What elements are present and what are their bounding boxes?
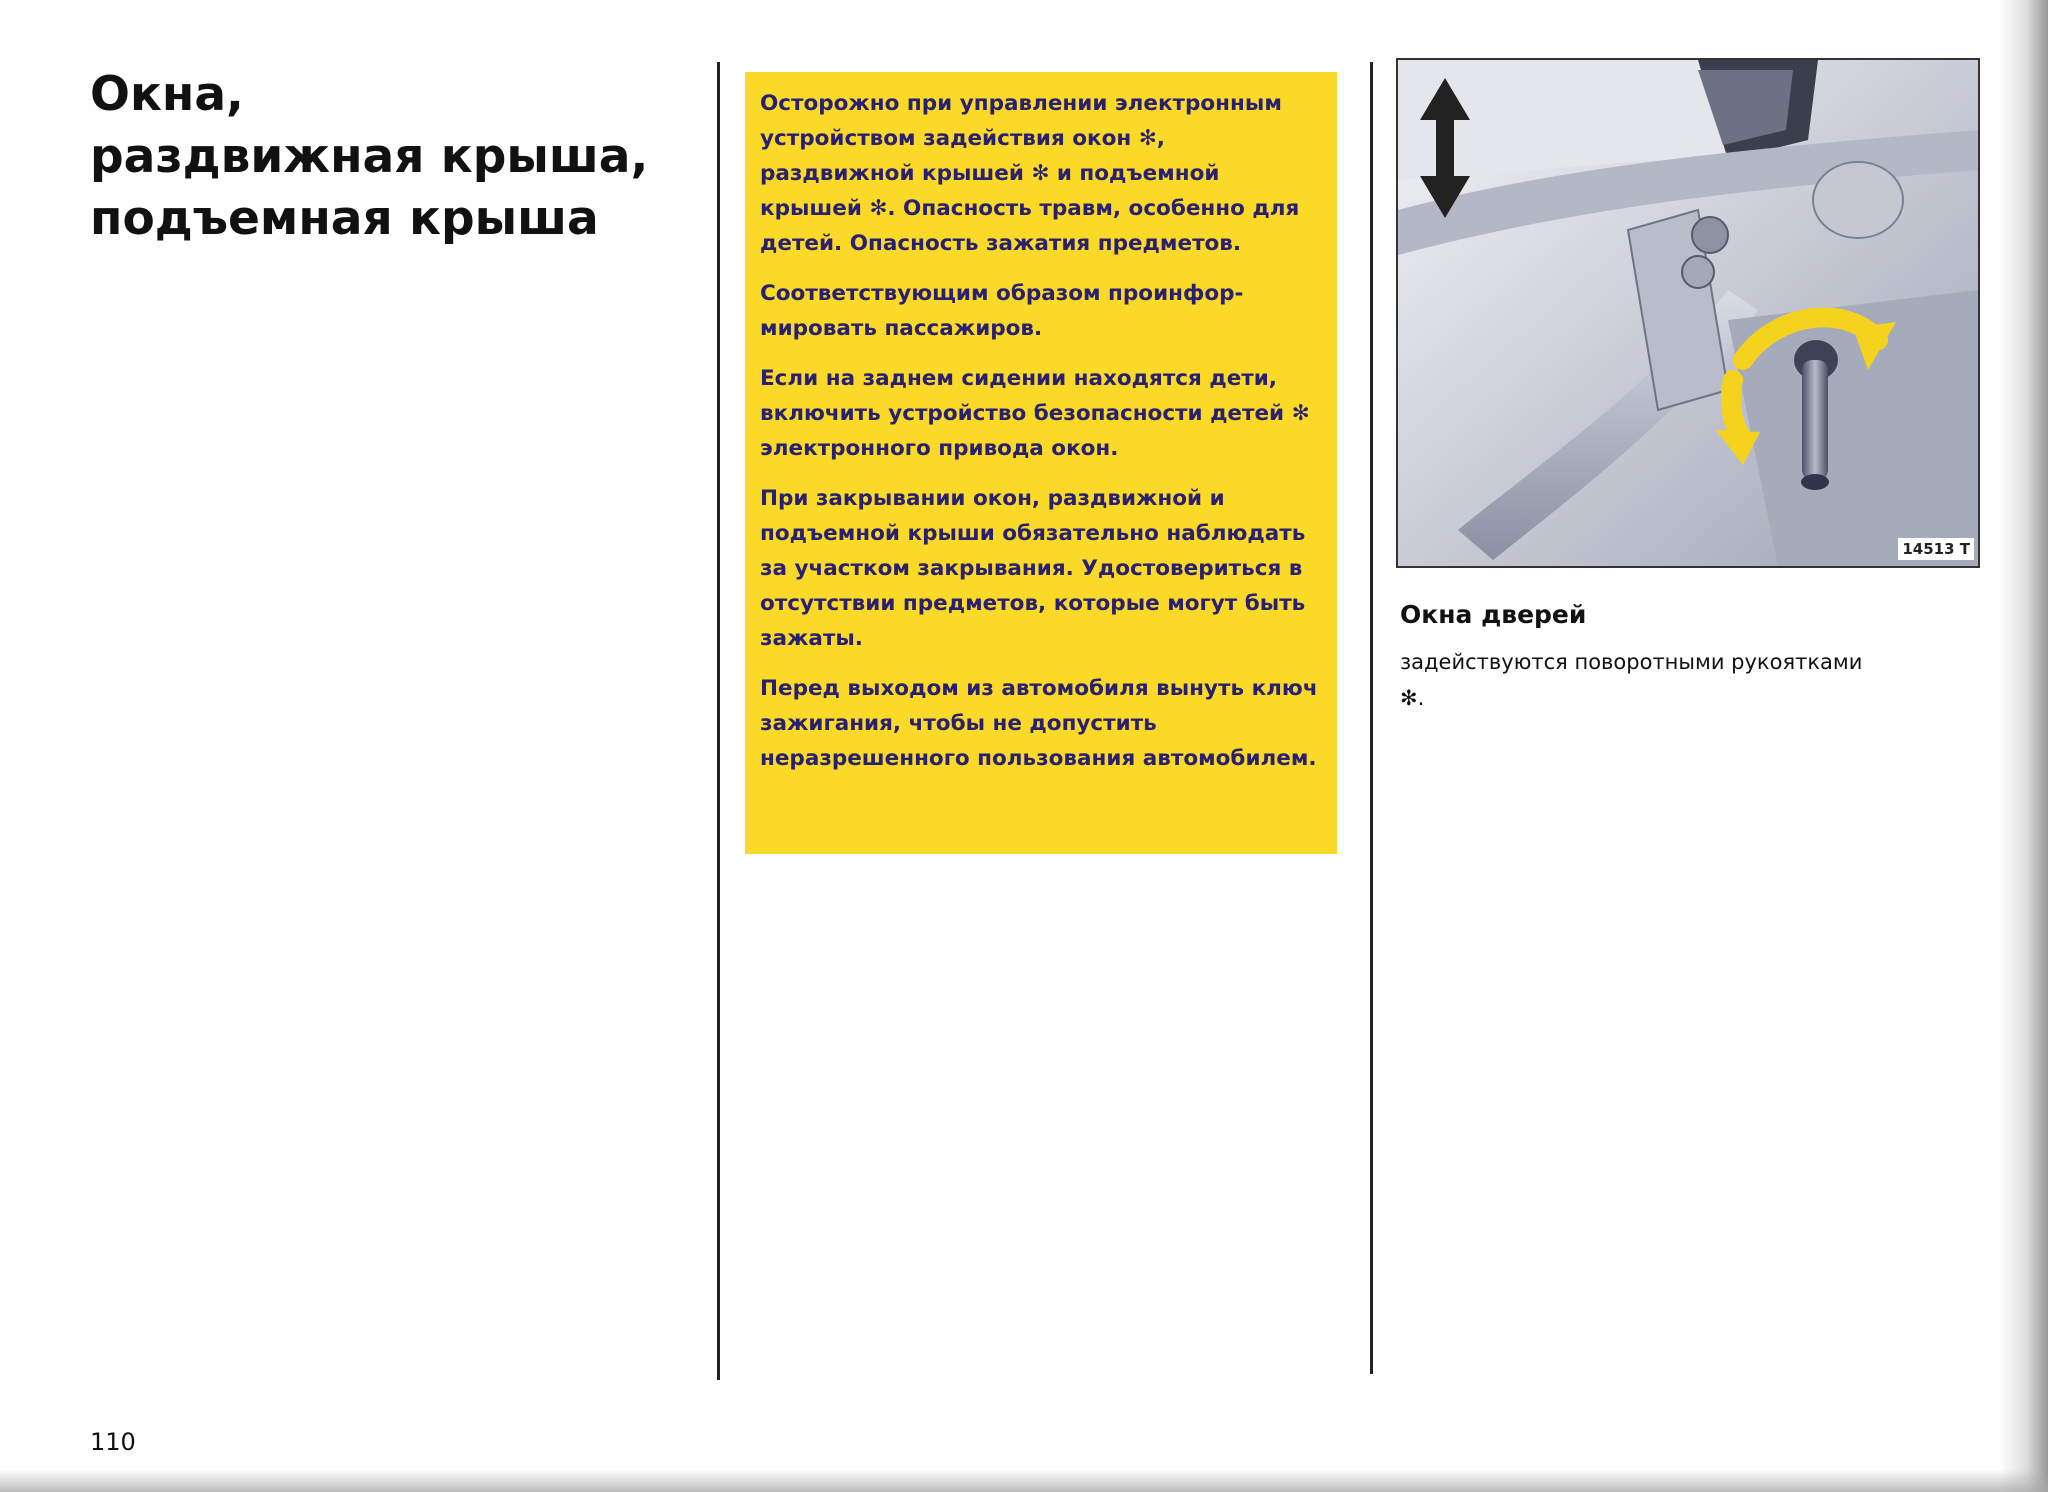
title-line-3: подъемная крыша: [90, 191, 599, 246]
title-line-1: Окна,: [90, 67, 244, 122]
page-bottom-edge: [0, 1470, 2048, 1492]
warning-paragraph: Если на заднем сидении находятся дети, включить устройство безопасности детей ✻ электронного привода окон.: [760, 366, 1310, 461]
section-text: задействуются поворотными рукоятками ✻.: [1400, 650, 1863, 710]
door-crank-drawing: [1398, 60, 1978, 566]
column-divider-left: [717, 62, 720, 1380]
column-divider-right: [1370, 62, 1373, 1374]
speaker-icon: [1813, 162, 1903, 238]
warning-paragraph: Перед выходом из автомобиля вынуть ключ зажигания, чтобы не допустить неразрешенного пользования автомобилем.: [760, 676, 1318, 771]
title-line-2: раздвижная крыша,: [90, 129, 649, 184]
warning-paragraph: При закрывании окон, раздвижной и подъемной крыши обязательно наблюдать за участком закрывания. Удостовериться в отсутствии предметов, которые могут быть зажаты.: [760, 486, 1306, 651]
warning-box: [745, 72, 1337, 854]
lock-knob-icon: [1682, 256, 1714, 288]
section-heading: Окна дверей: [1400, 600, 1587, 629]
figure-code: 14513 T: [1898, 538, 1974, 560]
page-number: 110: [90, 1428, 136, 1456]
lock-knob-icon: [1692, 217, 1728, 253]
warning-paragraph: Осторожно при управлении электронным устройством задействия окон ✻, раздвижной крышей ✻ и подъемной крышей ✻. Опасность травм, особенно для детей. Опасность зажатия предметов.: [760, 91, 1300, 256]
page-title: [90, 64, 690, 250]
door-crank-illustration: [1396, 58, 1980, 568]
binding-shadow: [2000, 0, 2048, 1492]
warning-paragraph: Соответствующим образом проинформировать пассажиров.: [760, 281, 1244, 341]
